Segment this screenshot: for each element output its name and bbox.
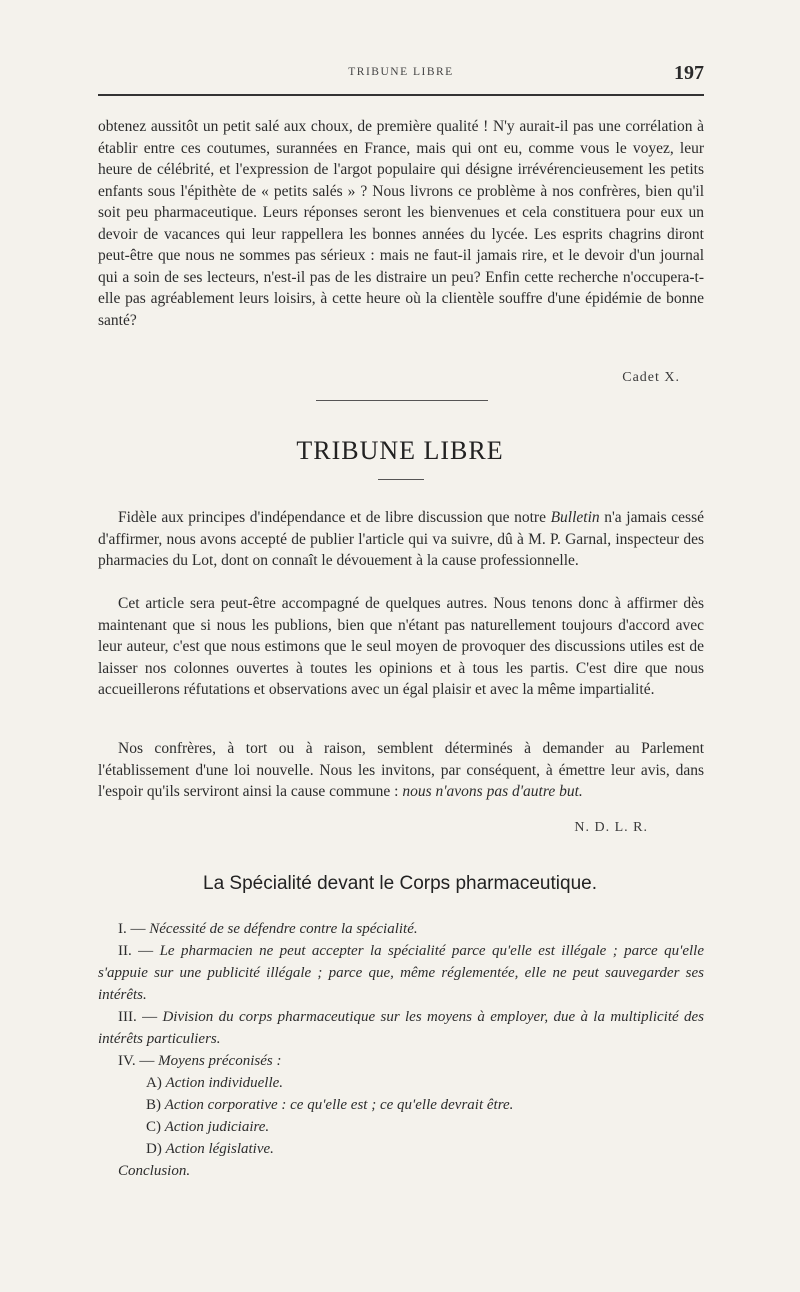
item-3-text: Division du corps pharmaceutique sur les moyens à employer, due à la multiplicité des intérêts particuliers.	[98, 1009, 704, 1047]
sub-c-letter: C)	[146, 1119, 161, 1135]
sub-item-a	[146, 1072, 704, 1094]
page-number: 197	[674, 62, 704, 84]
item-2-text: Le pharmacien ne peut accepter la spécialité parce qu'elle est illégale ; parce qu'elle s'appuie sur une publicité illégale ; parce que, même réglementée, elle ne peut sauvegarder ses intérêts.	[98, 943, 704, 1003]
item-2-num: II. —	[118, 943, 154, 959]
sub-a-letter: A)	[146, 1075, 162, 1091]
p1-bulletin: Bulletin	[550, 509, 600, 526]
sub-d-text: Action législative.	[165, 1141, 274, 1157]
section-paragraph-3	[98, 738, 704, 803]
p1-text-before: Fidèle aux principes d'indépendance et de libre discussion que notre	[118, 509, 546, 526]
conclusion: Conclusion.	[118, 1163, 191, 1179]
running-title: TRIBUNE LIBRE	[348, 66, 454, 78]
outline-item-3	[98, 1006, 704, 1050]
sub-a-text: Action individuelle.	[165, 1075, 284, 1091]
sub-b-letter: B)	[146, 1097, 161, 1113]
p3-italic: nous n'avons pas d'autre but.	[402, 783, 583, 800]
outline-item-1	[98, 918, 704, 940]
header-rule	[98, 94, 704, 96]
article-title: La Spécialité devant le Corps pharmaceutique.	[203, 873, 597, 894]
section-separator	[316, 400, 488, 401]
sub-b-text: Action corporative : ce qu'elle est ; ce qu'elle devrait être.	[164, 1097, 514, 1113]
sub-d-letter: D)	[146, 1141, 162, 1157]
item-3-num: III. —	[118, 1009, 158, 1025]
outline-item-2	[98, 940, 704, 1006]
intro-paragraph: obtenez aussitôt un petit salé aux choux, de première qualité ! N'y aurait-il pas une corrélation à établir entre ces coutumes, surannées en France, mais qui ont eu, comme vous le voyez, leur heure de célébrité, et l'expression de l'argot populaire qui désigne irrévérencieusement les petits enfants sous l'épithète de « petits salés » ? Nous livrons ce problème à nos confrères, bien qu'il soit peu pharmaceutique. Leurs réponses seront les bienvenues et cela constituera pour eux un devoir de vacances qui leur rappellera les bonnes années du lycée. Les esprits chagrins diront peut-être que nous ne sommes pas sérieux : mais ne faut-il jamais rire, et le devoir d'un journal qui a soin de ses lecteurs, n'est-il pas de les distraire un peu? Enfin cette recherche n'occupera-t-elle pas agréablement leurs loisirs, à cette heure où la clientèle souffre d'une épidémie de bonne santé?	[98, 118, 704, 329]
item-1-text: Nécessité de se défendre contre la spécialité.	[149, 921, 418, 937]
title-underline	[378, 479, 424, 480]
outline-item-4	[98, 1050, 704, 1072]
item-1-num: I. —	[118, 921, 146, 937]
section-paragraph-2: Cet article sera peut-être accompagné de quelques autres. Nous tenons donc à affirmer dès maintenant que si nous les publions, bien que n'étant pas naturellement toujours d'accord avec leur auteur, c'est que nous estimons que le seul moyen de provoquer des discussions utiles est de laisser nos colonnes ouvertes à toutes les opinions et à tous les partis. C'est dire que nous accueillerons réfutations et observations avec un égal plaisir et avec la même impartialité.	[98, 595, 704, 698]
sub-item-b	[146, 1094, 704, 1116]
running-head	[98, 62, 704, 86]
sub-c-text: Action judiciaire.	[164, 1119, 270, 1135]
sub-item-c	[146, 1116, 704, 1138]
p3-text-before: Nos confrères, à tort ou à raison, semblent déterminés à demander au Parlement l'établissement d'une loi nouvelle. Nous les invitons, par conséquent, à émettre leur avis, dans l'espoir qu'ils serviront ainsi la cause commune :	[98, 740, 704, 800]
p1-text-after: n'a jamais cessé d'affirmer, nous avons accepté de publier l'article qui va suivre, dû à M. P. Garnal, inspecteur des pharmacies du Lot, dont on connaît le dévouement à la cause professionnelle.	[98, 509, 705, 569]
editor-signature: N. D. L. R.	[574, 820, 648, 835]
item-4-text: Moyens préconisés :	[158, 1053, 282, 1069]
intro-signature: Cadet X.	[622, 370, 680, 385]
section-title: TRIBUNE LIBRE	[296, 436, 504, 465]
section-paragraph-1	[98, 507, 704, 572]
sub-item-d	[146, 1138, 704, 1160]
item-4-num: IV. —	[118, 1053, 155, 1069]
